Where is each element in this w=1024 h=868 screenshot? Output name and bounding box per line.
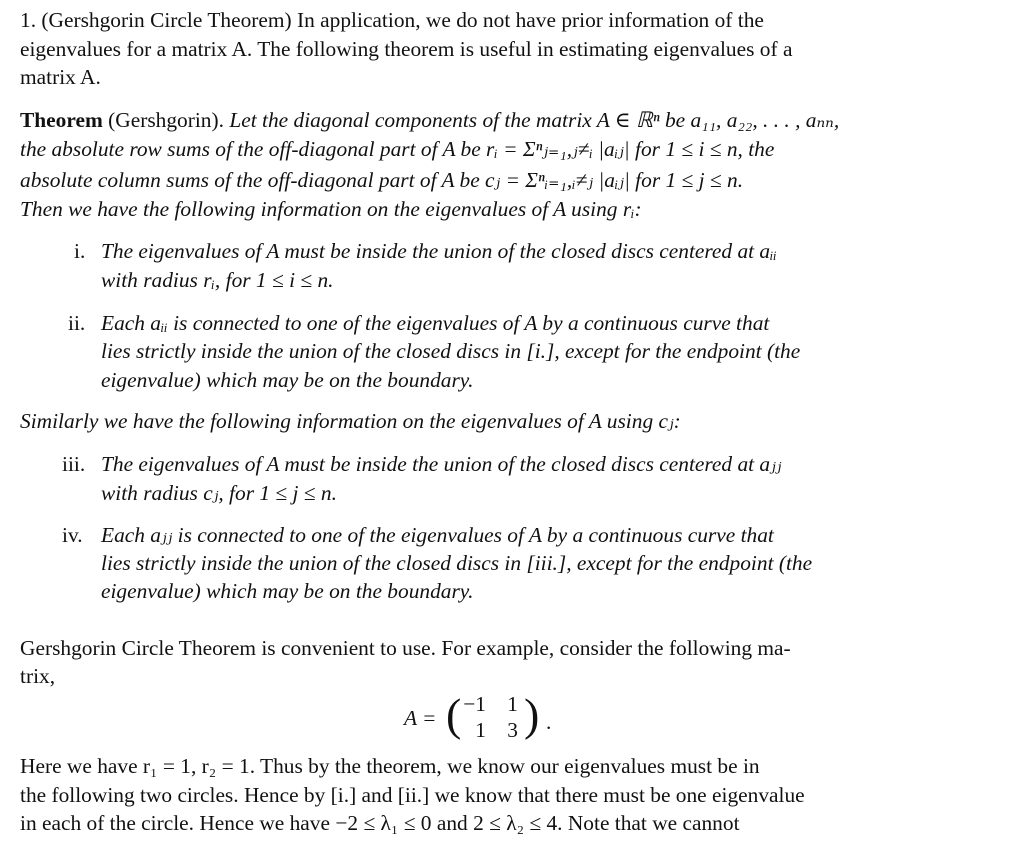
matrix-a11: −1 [463,692,486,716]
matrix-a21: 1 [475,718,486,742]
theorem-name: (Gershgorin). [108,108,224,132]
problem-line-1: 1. (Gershgorin Circle Theorem) In application, we do not have prior information of the [20,8,764,32]
item-iv-line-2: lies strictly inside the union of the closed discs in [iii.], except for the endpoint (the [101,551,813,575]
similarly-line: Similarly we have the following information on the eigenvalues of A using cⱼ: [20,409,681,433]
item-i-line-2: with radius rᵢ, for 1 ≤ i ≤ n. [101,268,334,292]
theorem-line-3: absolute column sums of the off-diagonal part of A be cⱼ = Σⁿᵢ₌₁,ᵢ≠ⱼ |aᵢⱼ| for 1 ≤ j ≤ n. [20,168,744,192]
problem-line-3: matrix A. [20,65,101,89]
item-iv-line-3: eigenvalue) which may be on the boundary. [101,579,474,603]
matrix-left-paren: ( [446,689,462,740]
matrix-trailing-period: . [546,710,552,734]
theorem-first-line [20,110,839,131]
example-intro-line-1: Gershgorin Circle Theorem is convenient to use. For example, consider the following ma- [20,636,791,660]
example-after-line-1: Here we have r₁ = 1, r₂ = 1. Thus by the theorem, we know our eigenvalues must be in [20,754,760,778]
example-intro-line-2: trix, [20,664,56,688]
item-i-line-1: The eigenvalues of A must be inside the union of the closed discs centered at aᵢᵢ [101,239,777,263]
matrix-a12: 1 [507,692,518,716]
theorem-line-4: Then we have the following information on the eigenvalues of A using rᵢ: [20,197,642,221]
matrix-right-paren: ) [524,689,540,740]
item-ii-line-1: Each aᵢᵢ is connected to one of the eigenvalues of A by a continuous curve that [101,311,770,335]
example-after-line-2: the following two circles. Hence by [i.] and [ii.] we know that there must be one eigenvalue [20,783,805,807]
item-iii-label: iii. [62,452,86,476]
item-ii-line-3: eigenvalue) which may be on the boundary. [101,368,474,392]
theorem-heading: Theorem [20,108,103,132]
theorem-line-2: the absolute row sums of the off-diagonal part of A be rᵢ = Σⁿⱼ₌₁,ⱼ≠ᵢ |aᵢⱼ| for 1 ≤ i ≤ n, the [20,137,775,161]
item-iii-line-2: with radius cⱼ, for 1 ≤ j ≤ n. [101,481,337,505]
item-i-label: i. [74,239,86,263]
matrix-a22: 3 [507,718,518,742]
item-iv-line-1: Each aⱼⱼ is connected to one of the eigenvalues of A by a continuous curve that [101,523,774,547]
matrix-lhs: A = [404,706,437,730]
item-iv-label: iv. [62,523,83,547]
theorem-line-1: Let the diagonal components of the matrix A ∈ ℝⁿ be a₁₁, a₂₂, . . . , aₙₙ, [229,108,840,132]
item-ii-label: ii. [68,311,86,335]
matrix-display [404,689,604,742]
item-iii-line-1: The eigenvalues of A must be inside the union of the closed discs centered at aⱼⱼ [101,452,782,476]
item-ii-line-2: lies strictly inside the union of the closed discs in [i.], except for the endpoint (the [101,339,801,363]
problem-line-2: eigenvalues for a matrix A. The following theorem is useful in estimating eigenvalues of a [20,37,793,61]
example-after-line-3: in each of the circle. Hence we have −2 ≤ λ₁ ≤ 0 and 2 ≤ λ₂ ≤ 4. Note that we cannot [20,811,740,835]
